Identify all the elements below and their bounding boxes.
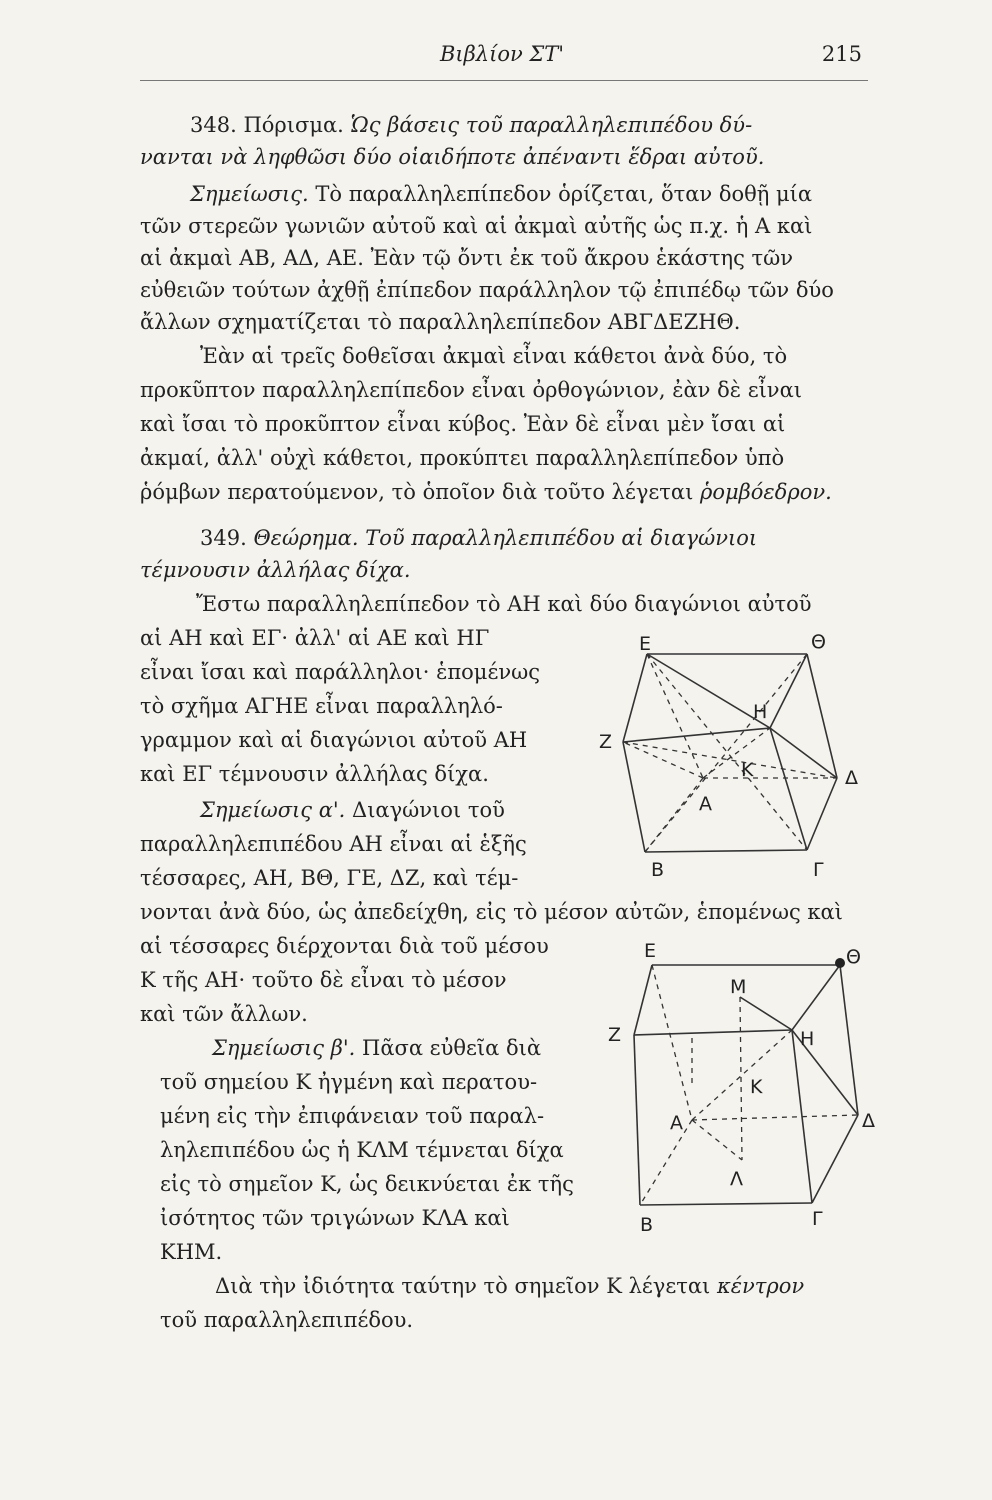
edge-TD (840, 965, 858, 1115)
label-A: Α (670, 1112, 683, 1134)
hidden-edge-AD (692, 1115, 858, 1120)
label-E: Ε (644, 940, 657, 962)
corollary-statement: Ὡς βάσεις τοῦ παραλληλεπιπέδου δύ- (350, 113, 753, 137)
label-H: Η (753, 701, 768, 723)
text-line: αἱ τέσσαρες διέρχονται διὰ τοῦ μέσου (140, 934, 549, 958)
page-number: 215 (821, 42, 862, 66)
text-line: προκῦπτον παραλληλεπίπεδον εἶναι ὀρθογώνιον, ἐὰν δὲ εἶναι (140, 378, 802, 402)
text-line: μένη εἰς τὴν ἐπιφάνειαν τοῦ παραλ- (160, 1104, 545, 1128)
edge-ZE (634, 965, 652, 1035)
label-B: Β (640, 1214, 654, 1236)
label-Th: Θ (846, 946, 861, 968)
text-line: εὐθειῶν τούτων ἀχθῇ ἐπίπεδον παράλληλον τῷ ἐπιπέδῳ τῶν δύο (140, 278, 834, 302)
hidden-edge-EA (652, 965, 692, 1120)
label-G: Γ (812, 1208, 823, 1230)
remark-a-label: Σημείωσις α'. (200, 798, 346, 822)
remark-b-text: Πᾶσα εὐθεῖα διὰ (362, 1036, 542, 1060)
text-line: τοῦ σημείου Κ ἠγμένη καὶ περατου- (160, 1070, 538, 1094)
text-line: καὶ ΕΓ τέμνουσιν ἀλλήλας δίχα. (140, 762, 489, 786)
edge-EH (647, 654, 770, 728)
diagonal-AH (692, 1030, 792, 1120)
corollary-statement-cont: νανται νὰ ληφθῶσι δύο οἱαιδήποτε ἀπέναντι ἕδραι αὐτοῦ. (140, 145, 765, 169)
section-348-heading (190, 112, 752, 138)
text-line: Κ τῆς ΑΗ· τοῦτο δὲ εἶναι τὸ μέσον (140, 968, 507, 992)
label-B: Β (651, 859, 665, 881)
edge-BZ (623, 742, 645, 852)
text-line: Ἔστω παραλληλεπίπεδον τὸ ΑΗ καὶ δύο διαγώνιοι αὐτοῦ (196, 592, 812, 616)
parallelepiped-figure-2 (600, 935, 885, 1240)
label-L: Λ (730, 1168, 743, 1190)
segment-MKL (740, 997, 742, 1160)
header-rule (140, 80, 868, 81)
text-line: ΚΗΜ. (160, 1240, 223, 1264)
label-Z: Ζ (599, 731, 613, 753)
remark-a-text: Διαγώνιοι τοῦ (352, 798, 505, 822)
text-line: εἰς τὸ σημεῖον Κ, ὡς δεικνύεται ἐκ τῆς (160, 1172, 574, 1196)
edge-DG (807, 778, 837, 850)
edge-ZE (623, 654, 647, 742)
theorem-label: Θεώρημα. (253, 526, 359, 550)
remark-b-line (212, 1035, 541, 1061)
remark-a-line (200, 797, 505, 823)
text-line: αἱ ΑΗ καὶ ΕΓ· ἀλλ' αἱ ΑΕ καὶ ΗΓ (140, 626, 490, 650)
label-A: Α (699, 793, 712, 815)
page-header (140, 42, 868, 82)
text-span: ῥόμβων περατούμενον, τὸ ὁποῖον διὰ τοῦτο λέγεται (140, 480, 694, 504)
label-E: Ε (639, 633, 652, 655)
remark-line (190, 181, 812, 207)
text-line: ἰσότητος τῶν τριγώνων ΚΛΑ καὶ (160, 1206, 510, 1230)
edge-ZH (623, 728, 770, 742)
hidden-edge-AB (640, 1120, 692, 1205)
diagonal-BT (645, 654, 807, 852)
text-line: παραλληλεπιπέδου ΑΗ εἶναι αἱ ἑξῆς (140, 832, 527, 856)
diagonal-EG (647, 654, 807, 850)
text-line: αἱ ἀκμαὶ ΑΒ, ΑΔ, ΑΕ. Ἐὰν τῷ ὄντι ἐκ τοῦ ἄκρου ἑκάστης τῶν (140, 246, 794, 270)
edge-HT (792, 965, 840, 1030)
remark-text: Τὸ παραλληλεπίπεδον ὁρίζεται, ὅταν δοθῇ μία (315, 182, 813, 206)
theorem-statement: Τοῦ παραλληλεπιπέδου αἱ διαγώνιοι (365, 526, 758, 550)
text-line (215, 1273, 804, 1299)
text-line: Ἐὰν αἱ τρεῖς δοθεῖσαι ἀκμαὶ εἶναι κάθετοι ἀνὰ δύο, τὸ (200, 344, 788, 368)
text-line: νονται ἀνὰ δύο, ὡς ἀπεδείχθη, εἰς τὸ μέσον αὐτῶν, ἑπομένως καὶ (140, 900, 843, 924)
hidden-edge-EA (647, 654, 703, 778)
text-line: ἀκμαί, ἀλλ' οὐχὶ κάθετοι, προκύπτει παραλληλεπίπεδον ὑπὸ (140, 446, 785, 470)
text-line: καὶ ἴσαι τὸ προκῦπτον εἶναι κύβος. Ἐὰν δὲ εἶναι μὲν ἴσαι αἱ (140, 412, 786, 436)
text-line: εἶναι ἴσαι καὶ παράλληλοι· ἑπομένως (140, 660, 540, 684)
label-G: Γ (813, 859, 824, 881)
edge-GB (640, 1203, 812, 1205)
label-Z: Ζ (608, 1024, 622, 1046)
label-M: Μ (730, 976, 747, 998)
hidden-edge-AZ (623, 742, 703, 778)
text-line: τοῦ παραλληλεπιπέδου. (160, 1308, 414, 1332)
label-K: Κ (750, 1076, 763, 1098)
text-line: ἄλλων σχηματίζεται τὸ παραλληλεπίπεδον ΑΒΓΔΕΖΗΘ. (140, 310, 741, 334)
label-D: Δ (845, 767, 858, 789)
text-line: τῶν στερεῶν γωνιῶν αὐτοῦ καὶ αἱ ἀκμαὶ αὐτῆς ὡς π.χ. ἡ Α καὶ (140, 214, 813, 238)
label-K: Κ (741, 759, 754, 781)
remark-b-label: Σημείωσις β'. (212, 1036, 356, 1060)
running-title: Βιβλίον ΣΤ' (440, 42, 565, 66)
corollary-label: Πόρισμα. (243, 113, 344, 137)
label-D: Δ (862, 1110, 875, 1132)
edge-HG (770, 728, 807, 850)
text-line: γραμμον καὶ αἱ διαγώνιοι αὐτοῦ ΑΗ (140, 728, 528, 752)
text-line: τὸ σχῆμα ΑΓΗΕ εἶναι παραλληλό- (140, 694, 503, 718)
text-line: τέσσαρες, ΑΗ, ΒΘ, ΓΕ, ΔΖ, καὶ τέμ- (140, 866, 519, 890)
segment-AL (692, 1120, 742, 1160)
text-line: καὶ τῶν ἄλλων. (140, 1002, 308, 1026)
point-Th (835, 958, 845, 968)
text-span: Διὰ τὴν ἰδιότητα ταύτην τὸ σημεῖον Κ λέγεται (215, 1274, 711, 1298)
text-line (140, 479, 832, 505)
section-number: 349. (200, 526, 247, 550)
text-line: ληλεπιπέδου ὡς ἡ ΚΛΜ τέμνεται δίχα (160, 1138, 564, 1162)
label-Th: Θ (811, 631, 826, 653)
label-H: Η (800, 1028, 815, 1050)
theorem-statement-cont: τέμνουσιν ἀλλήλας δίχα. (140, 558, 411, 582)
section-number: 348. (190, 113, 237, 137)
segment-MH (740, 997, 792, 1030)
term-center: κέντρον (716, 1274, 805, 1298)
term-rhombohedron: ῥομβόεδρον. (700, 480, 832, 504)
edge-DG (812, 1115, 858, 1203)
edge-BZ (634, 1035, 640, 1205)
edge-GB (645, 850, 807, 852)
remark-label: Σημείωσις. (190, 182, 309, 206)
parallelepiped-figure-1 (595, 630, 875, 885)
edge-HT (770, 654, 807, 728)
edge-ZH (634, 1030, 792, 1035)
section-349-heading (200, 525, 757, 551)
